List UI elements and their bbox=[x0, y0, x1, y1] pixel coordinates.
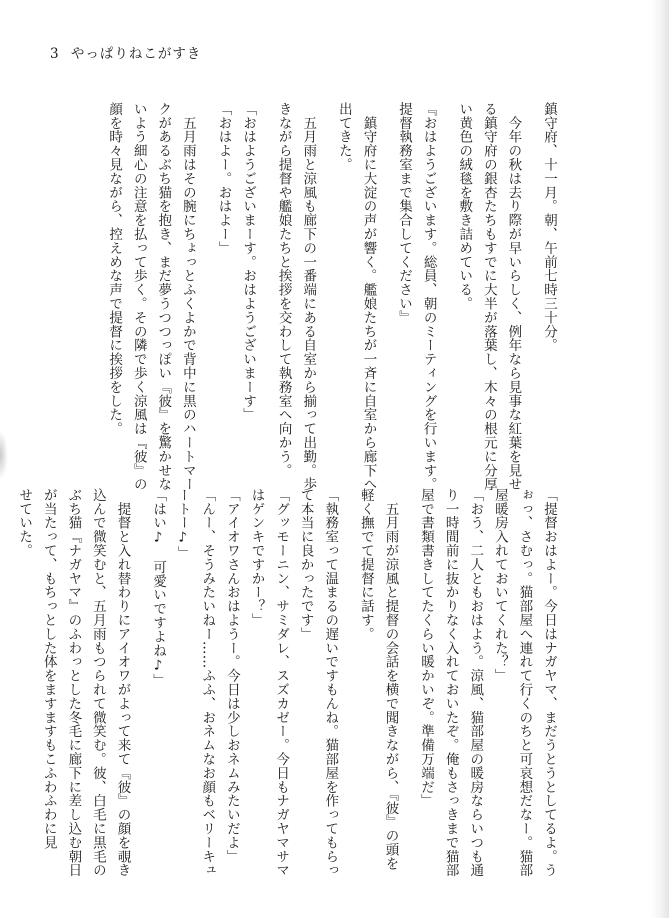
chapter-title: やっぱりねこがすき bbox=[70, 46, 202, 62]
text-line bbox=[525, 102, 536, 462]
text-line bbox=[135, 488, 146, 866]
text-line: ぉっ、さむっ。猫部屋へ連れて行くのちと可哀想だなー。猫部 bbox=[516, 488, 533, 878]
text-line: 「おう、二人ともおはよう。涼風、猫部屋の暖房ならいつも通 bbox=[467, 488, 484, 878]
text-line: せていた。 bbox=[16, 488, 33, 558]
text-line: 鎮守府、十一月。朝、午前七時三十分。 bbox=[541, 102, 557, 353]
text-line: 軽く撫でて提督に話す。 bbox=[357, 488, 374, 641]
text-line bbox=[441, 102, 452, 462]
text-line: ートー♪」 bbox=[174, 488, 191, 560]
text-line: 鎮守府に大淀の声が響く。艦娘たちが一斉に自室から廊下へ bbox=[360, 102, 377, 492]
text-line: 五月雨が涼風と提督の会話を横で聞きながら、『彼』の頭を bbox=[382, 488, 399, 871]
text-line: て本当に良かったです」 bbox=[297, 488, 314, 641]
text-line: 五月雨と涼風も廊下の一番端にある自室から揃って出勤。歩 bbox=[300, 102, 317, 492]
text-line: 「んー、そうみたいねー……ふふ、おネムなお顔もベリーキュ bbox=[199, 488, 216, 878]
text-line: 『おはようございます。総員、朝のミーティングを行います。 bbox=[420, 102, 437, 492]
text-line: 「グッモーニン、サミダレ、スズカゼー。今日もナガヤマサマ bbox=[273, 488, 290, 878]
text-line: いよう細心の注意を払って歩く。その隣で歩く涼風は『彼』の bbox=[130, 102, 147, 492]
text-line: 出てきた。 bbox=[335, 102, 352, 172]
text-block-bottom bbox=[16, 488, 561, 878]
text-line: 「執務室って温まるの遅いですもんね。猫部屋を作ってもらっ bbox=[322, 488, 339, 878]
text-line: 屋暖房入れておいてくれた？」 bbox=[491, 488, 508, 683]
text-line bbox=[260, 102, 271, 462]
text-line: 込んで微笑むと、五月雨もつられて微笑む。彼、白毛に黒毛の bbox=[89, 488, 106, 878]
text-line bbox=[402, 488, 413, 866]
text-line: 「おはようございまーす。おはようございまーす」 bbox=[240, 102, 257, 422]
text-line: い黄色の絨毯を敷き詰めている。 bbox=[456, 102, 473, 311]
text-line: る鎮守府の銀杏たちもすでに大半が落葉し、木々の根元に分厚 bbox=[480, 102, 497, 492]
text-line: り一時間前に抜かりなく入れておいたぞ。俺もさっきまで猫部 bbox=[442, 488, 459, 878]
text-line: 顔を時々見ながら、控えめな声で提督に挨拶をした。 bbox=[106, 102, 123, 436]
text-line: 屋で書類書きしてたくらい暖かいぞ。準備万端だ」 bbox=[418, 488, 435, 808]
text-line bbox=[342, 488, 353, 866]
text-line: 「アイオワさんおはようー。今日は少しおネムみたいだよ」 bbox=[223, 488, 240, 864]
text-line: 「おはよー。おはよー」 bbox=[215, 102, 232, 255]
text-line: 今年の秋は去り際が早いらしく、例年なら見事な紅葉を見せ bbox=[505, 102, 522, 492]
text-line: 提督執務室まで集合してください』 bbox=[396, 102, 413, 325]
text-block-top bbox=[101, 102, 561, 492]
text-line bbox=[320, 102, 331, 462]
text-line: 提督と入れ替わりにアイオワがよって来て『彼』の顔を覗き bbox=[114, 488, 131, 878]
text-line bbox=[380, 102, 391, 462]
text-line: はゲンキですかー？」 bbox=[248, 488, 265, 627]
book-spine-shadow bbox=[0, 430, 8, 480]
text-line: クがあるぶち猫を抱き、まだ夢うつつっぽい『彼』を驚かせな bbox=[155, 102, 172, 492]
page-number: 3 bbox=[50, 46, 60, 62]
text-line: 「提督おはよー。今日はナガヤマ、まだうとうとしてるよ。う bbox=[541, 488, 557, 878]
text-line bbox=[200, 102, 211, 462]
running-header bbox=[50, 42, 201, 62]
text-line: 「はい♪ 可愛いですよね♪」 bbox=[150, 488, 167, 688]
text-line: きながら提督や艦娘たちと挨拶を交わして執務室へ向かう。 bbox=[275, 102, 292, 478]
text-line: ぶち猫『ナガヤマ』のふわっとした冬毛に廊下に差し込む朝日 bbox=[65, 488, 82, 878]
text-line: 五月雨はその腕にちょっとふくよかで背中に黒のハートマー bbox=[179, 102, 196, 492]
page-edge bbox=[651, 0, 669, 918]
text-line: が当たって、もちっとした体をますますもこふわふわに見 bbox=[40, 488, 57, 850]
